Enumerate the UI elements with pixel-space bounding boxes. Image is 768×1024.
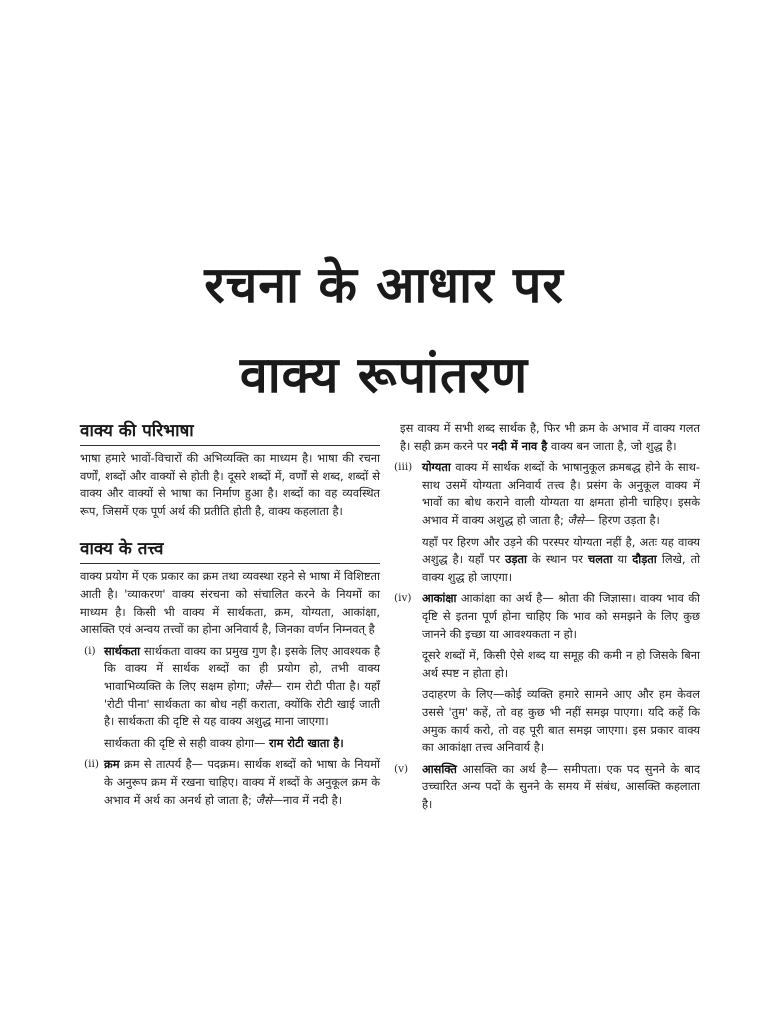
item-subtext: यहाँ पर हिरण और उड़ने की परस्पर योग्यता नहीं है, अतः यह वाक्य अशुद्ध है। यहाँ पर [422,534,700,567]
title-line-1: रचना के आधार पर [204,256,564,314]
item-subtext: या [617,552,628,567]
item-text: सार्थकता वाक्य का प्रमुख गुण है। इसके लिए आवश्यक है कि वाक्य में सार्थक शब्दों का ही प्रयोग हो, तभी वाक्य भावाभिव्यक्ति के लिए सक्षम होगा; [104,643,380,693]
list-item-competence [394,459,701,586]
item-term: क्रम [104,757,120,772]
item-text: आकांक्षा का अर्थ है— श्रोता की जिज्ञासा। वाक्य भाव की दृष्टि से इतना पूर्ण होना चाहिए कि भाव को समझने के लिए कुछ जानने की इच्छा या आवश्यकता न हो। [422,591,700,641]
bold-word: उड़ता [505,552,527,567]
item-number: (iii) [394,461,413,474]
elements-paragraph: वाक्य प्रयोग में एक प्रकार का क्रम तथा व्यवस्था रहने से भाषा में विशिष्टता आती है। 'व्याकरण' वाक्य संरचना को संचालित करने के नियमों का माध्यम है। किसी भी वाक्य में सार्थकता, क्रम, योग्यता, आकांक्षा, आसक्ति एवं अन्वय तत्त्वों का होना अनिवार्य है, जिनका वर्णन निम्नवत् है [80,569,380,637]
continued-text: इस वाक्य में सभी शब्द सार्थक है, फिर भी क्रम के अभाव में वाक्य गलत है। सही क्रम करने पर [400,421,700,453]
item-subtext: दूसरे शब्दों में, किसी ऐसे शब्द या समूह की कमी न हो जिसके बिना अर्थ स्पष्ट न होता हो। [422,648,700,680]
correct-example: नदी में नाव है [491,438,548,453]
item-number: (ii) [84,758,99,771]
item-number: (iv) [394,592,412,605]
list-item-meaningfulness [80,643,380,753]
bold-word: दौड़ता [632,552,657,567]
list-item-order [80,756,380,809]
example-marker: जैसे— [567,512,595,527]
heading-definition: वाक्य की परिभाषा [80,420,380,446]
item-number: (v) [394,762,409,775]
item-text: —नाव में नदी है। [271,792,343,807]
item-subtext: लिखे, तो वाक्य शुद्ध हो जाएगा। [422,552,701,584]
item-text: वाक्य में सार्थक शब्दों के भाषानुकूल क्रमबद्ध होने के साथ-साथ उसमें योग्यता अनिवार्य तत्त्व है। प्रसंग के अनुकूल वाक्य में भावों का बोध कराने वाली योग्यता या क्षमता होनी चाहिए। इसके अभाव में वाक्य अशुद्ध हो जाता है; [422,460,700,527]
item-term: आकांक्षा [422,591,457,606]
item-number: (i) [84,644,96,657]
example-marker: जैसे— [254,678,282,693]
example-marker: जैसे [255,792,272,807]
item-subtext: सार्थकता की दृष्टि से सही वाक्य होगा— [104,735,266,750]
item-term: योग्यता [422,460,451,475]
left-column [80,420,380,809]
item-subtext: उदाहरण के लिए—कोई व्यक्ति हमारे सामने आए और हम केवल उससे 'तुम' कहें, तो वह कुछ भी नहीं समझ पाएगा। यदि कहें कि अमुक कार्य करो, तो वह पूरी बात समझ जाएगा। इस प्रकार वाक्य का आकांक्षा तत्त्व अनिवार्य है। [422,687,700,755]
right-column [394,420,701,813]
item-correct-example: राम रोटी खाता है। [268,735,344,750]
item-term: सार्थकता [104,643,141,658]
continued-text: वाक्य बन जाता है, जो शुद्ध है। [550,438,677,453]
item-text: आसक्ति का अर्थ है— समीपता। एक पद सुनने के बाद उच्चारित अन्य पदों के सुनने के समय में संबंध, आसक्ति कहलाता है। [422,761,700,811]
item-text: राम रोटी पीता है। यहाँ 'रोटी पीना' सार्थकता का बोध नहीं कराता, क्योंकि रोटी खाई जाती है। सार्थकता की दृष्टि से यह वाक्य अशुद्ध माना जाएगा। [104,678,381,729]
item-term: आसक्ति [422,761,457,776]
title-line-2: वाक्य रूपांतरण [239,346,529,404]
item-text: क्रम से तात्पर्य है— पदक्रम। सार्थक शब्दों को भाषा के नियमों के अनुरूप क्रम में रखना चाहिए। वाक्य में शब्दों के अनुकूल क्रम के अभाव में अर्थ का अनर्थ हो जाता है; [104,757,380,807]
list-item-expectancy [394,590,700,756]
list-item-proximity [394,761,700,814]
heading-elements: वाक्य के तत्त्व [80,538,380,564]
chapter-title [0,240,768,420]
bold-word: चलता [588,552,613,567]
item-text: हिरण उड़ता है। [598,512,660,527]
definition-paragraph: भाषा हमारे भावों-विचारों की अभिव्यक्ति का माध्यम है। भाषा की रचना वर्णों, शब्दों और वाक्यों से होती है। दूसरे शब्दों में, वर्णों से शब्द, शब्दों से वाक्य और वाक्यों से भाषा का निर्माण हुआ है। शब्दों का वह व्यवस्थित रूप, जिसमें एक पूर्ण अर्थ की प्रतीति होती है, वाक्य कहलाता है। [80,451,380,518]
item-subtext: के स्थान पर [532,552,583,567]
